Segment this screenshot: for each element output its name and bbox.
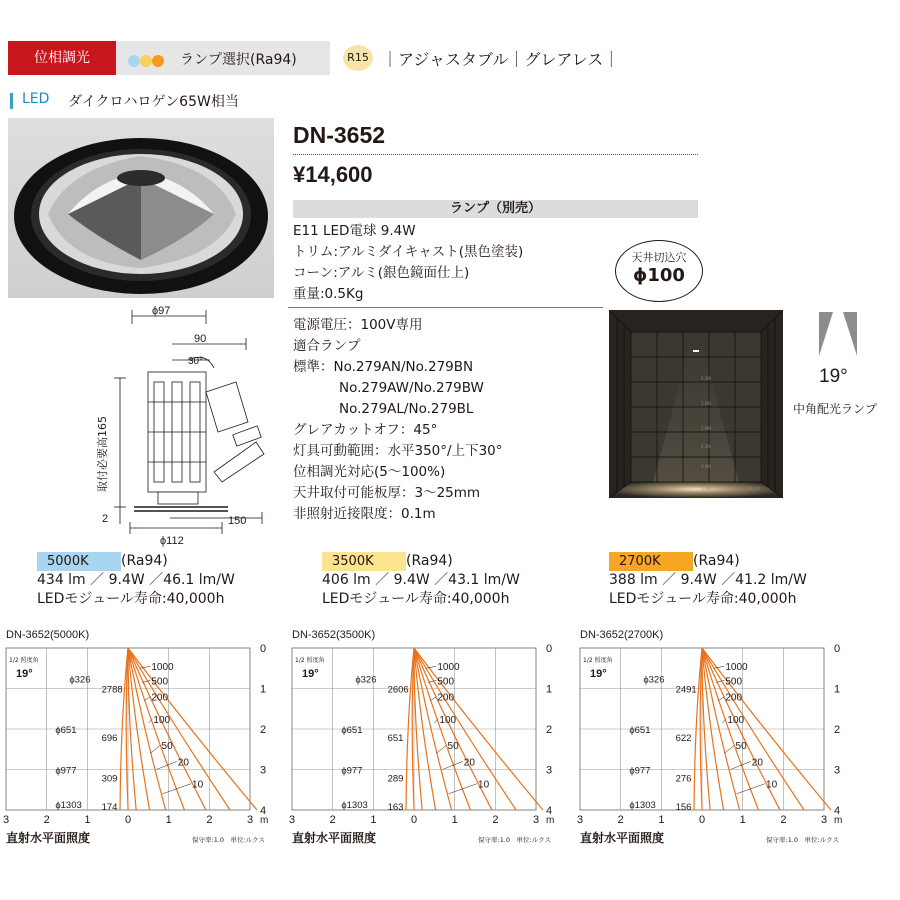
y-tick: 1 — [834, 683, 841, 696]
x-tick: 1 — [451, 814, 458, 826]
lux-level-label: 10 — [192, 779, 204, 791]
dim-height-label: 取付必要高165 — [96, 416, 109, 492]
spec-line: 位相調光対応(5〜100%) — [293, 464, 446, 480]
diameter-label: ϕ1303 — [55, 799, 82, 811]
lux-level-label: 100 — [439, 714, 457, 726]
diameter-label: ϕ651 — [55, 725, 77, 736]
room-scale-label: 2.5M — [701, 444, 711, 449]
footer-label: 直射水平面照度 — [6, 831, 91, 845]
diameter-label: ϕ326 — [643, 674, 665, 686]
x-tick: 0 — [699, 814, 706, 826]
dot-warm — [152, 55, 164, 67]
room-scale-label: 1.5M — [701, 376, 711, 381]
illuminance-chart — [574, 626, 874, 856]
illuminance-chart — [0, 626, 300, 856]
dim-angle: 30° — [188, 356, 204, 367]
diameter-label: ϕ977 — [55, 765, 77, 777]
spec-line: No.279AW/No.279BW — [339, 380, 484, 396]
diameter-label: ϕ326 — [355, 674, 377, 686]
x-unit: m — [260, 815, 269, 826]
room-render — [609, 310, 783, 498]
lux-level-label: 10 — [478, 779, 490, 791]
lux-level-label: 50 — [735, 741, 747, 753]
footer-note: 保守率:1.0 単位:ルクス — [192, 836, 266, 844]
spec-line: 標準：No.279AN/No.279BN — [293, 359, 474, 375]
center-illuminance: 276 — [675, 773, 692, 785]
dim-flange: 2 — [102, 513, 109, 525]
x-tick: 1 — [658, 814, 665, 826]
beam-angle-icon — [819, 312, 857, 356]
spec-line: 適合ランプ — [293, 338, 361, 354]
chart-title: DN-3652(5000K) — [6, 629, 90, 641]
led-marker — [10, 93, 13, 109]
r15-badge: R15 — [343, 45, 373, 71]
lux-level-label: 50 — [447, 741, 459, 753]
lux-level-label: 20 — [463, 757, 475, 769]
lux-level-label: 200 — [151, 692, 169, 704]
x-tick: 0 — [125, 814, 132, 826]
y-tick: 4 — [834, 805, 841, 817]
room-scale-label: Ω0.5M — [747, 486, 760, 491]
features-label: ｜アジャスタブル｜グレアレス｜ — [382, 50, 620, 69]
x-tick: 3 — [3, 814, 10, 826]
x-tick: 3 — [533, 814, 540, 826]
center-illuminance: 289 — [387, 773, 404, 785]
center-illuminance: 622 — [675, 733, 692, 745]
cct-badge: 3500K — [322, 552, 406, 571]
variant-5000k — [37, 550, 235, 609]
diameter-label: ϕ977 — [629, 765, 651, 777]
ra-label: (Ra94) — [693, 553, 740, 569]
perf-line: 388 lm ／ 9.4W ／41.2 lm/W — [609, 572, 807, 588]
dim-bottom-dia: ϕ112 — [160, 535, 184, 547]
lux-level-label: 200 — [437, 692, 455, 704]
lamp-spec-line: E11 LED電球 9.4W — [293, 223, 416, 239]
beam-angle: 19° — [819, 366, 848, 387]
y-tick: 4 — [546, 805, 553, 817]
lamp-specs — [293, 221, 523, 305]
center-illuminance: 156 — [675, 801, 692, 813]
y-tick: 4 — [260, 805, 267, 817]
x-tick: 0 — [411, 814, 418, 826]
lux-level-label: 1000 — [151, 662, 174, 674]
x-tick: 1 — [370, 814, 377, 826]
x-tick: 3 — [289, 814, 296, 826]
x-tick: 3 — [577, 814, 584, 826]
x-tick: 2 — [43, 814, 50, 826]
variant-2700k — [609, 550, 807, 609]
y-tick: 3 — [546, 764, 553, 777]
cct-badge: 2700K — [609, 552, 693, 571]
dim-top-dia: ϕ97 — [152, 305, 171, 317]
y-tick: 2 — [546, 724, 553, 736]
spec-line: 電源電圧：100V専用 — [293, 317, 423, 333]
footer-note: 保守率:1.0 単位:ルクス — [478, 836, 552, 844]
x-tick: 1 — [84, 814, 91, 826]
lux-level-label: 200 — [725, 692, 743, 704]
diameter-label: ϕ1303 — [341, 799, 368, 811]
color-dots — [128, 52, 164, 71]
lux-level-label: 1000 — [725, 662, 748, 674]
half-angle-label: 1/2 照度角 — [295, 657, 325, 664]
diameter-label: ϕ977 — [341, 765, 363, 777]
x-tick: 2 — [617, 814, 624, 826]
diameter-label: ϕ651 — [341, 725, 363, 736]
ra-label: (Ra94) — [121, 553, 168, 569]
x-tick: 2 — [206, 814, 213, 826]
footer-label: 直射水平面照度 — [292, 831, 377, 845]
diameter-label: ϕ651 — [629, 725, 651, 736]
specs-block — [293, 315, 503, 525]
center-illuminance: 2788 — [101, 684, 123, 696]
lux-level-label: 500 — [437, 676, 455, 688]
center-illuminance: 651 — [387, 733, 404, 745]
footer-note: 保守率:1.0 単位:ルクス — [766, 836, 840, 844]
room-scale-label: 1.0M — [701, 401, 711, 406]
chart-2700k — [574, 626, 874, 860]
product-photo — [8, 118, 274, 298]
y-tick: 1 — [260, 683, 267, 696]
lamp-spec-line: 重量:0.5Kg — [293, 286, 364, 302]
lux-level-label: 20 — [177, 757, 189, 769]
beam-name: 中角配光ランプ — [793, 402, 878, 416]
spec-line: No.279AL/No.279BL — [339, 401, 474, 417]
y-tick: 1 — [546, 683, 553, 696]
spec-line: 天井取付可能板厚：3〜25mm — [293, 485, 481, 501]
lux-level-label: 10 — [766, 779, 778, 791]
x-unit: m — [546, 815, 555, 826]
x-tick: 3 — [247, 814, 254, 826]
center-illuminance: 309 — [101, 773, 118, 785]
y-tick: 0 — [834, 643, 841, 655]
room-scale-label: 2.0M — [701, 426, 711, 431]
ceiling-hole-label: 天井切込穴 — [631, 251, 687, 264]
lux-level-label: 20 — [751, 757, 763, 769]
chart-title: DN-3652(2700K) — [580, 629, 664, 641]
illuminance-chart — [286, 626, 586, 856]
footer-label: 直射水平面照度 — [580, 831, 665, 845]
lamp-select-label: ランプ選択(Ra94) — [180, 52, 297, 68]
ceiling-hole-size: ϕ100 — [633, 265, 685, 286]
x-tick: 1 — [165, 814, 172, 826]
spec-line: 灯具可動範囲：水平350°/上下30° — [293, 443, 503, 459]
room-scale-label: 3.0M — [701, 464, 711, 469]
x-tick: 2 — [329, 814, 336, 826]
center-illuminance: 2606 — [387, 684, 409, 696]
lux-level-label: 1000 — [437, 662, 460, 674]
room-scale-label: 3.5M — [701, 486, 711, 491]
life-line: LEDモジュール寿命:40,000h — [322, 591, 510, 607]
variant-3500k — [322, 550, 520, 609]
dimming-tag: 位相調光 — [8, 41, 116, 75]
x-tick: 2 — [780, 814, 787, 826]
price: ¥14,600 — [293, 162, 373, 187]
cct-badge: 5000K — [37, 552, 121, 571]
x-tick: 1 — [739, 814, 746, 826]
y-tick: 3 — [834, 764, 841, 777]
chart-3500k — [286, 626, 586, 860]
y-tick: 2 — [834, 724, 841, 736]
half-angle: 19° — [590, 668, 607, 680]
life-line: LEDモジュール寿命:40,000h — [37, 591, 225, 607]
half-angle-label: 1/2 照度角 — [9, 657, 39, 664]
center-illuminance: 2491 — [675, 684, 697, 696]
center-illuminance: 174 — [101, 801, 118, 813]
diameter-label: ϕ326 — [69, 674, 91, 686]
center-illuminance: 163 — [387, 801, 404, 813]
ra-label: (Ra94) — [406, 553, 453, 569]
model-divider — [293, 154, 698, 155]
perf-line: 434 lm ／ 9.4W ／46.1 lm/W — [37, 572, 235, 588]
led-label: LED — [22, 91, 50, 107]
center-illuminance: 696 — [101, 733, 118, 745]
equivalent-label: ダイクロハロゲン65W相当 — [68, 94, 239, 110]
model-number: DN-3652 — [293, 122, 386, 148]
lamp-spec-line: コーン:アルミ(銀色鏡面仕上) — [293, 265, 470, 281]
half-angle: 19° — [16, 668, 33, 680]
half-angle-label: 1/2 照度角 — [583, 657, 613, 664]
life-line: LEDモジュール寿命:40,000h — [609, 591, 797, 607]
perf-line: 406 lm ／ 9.4W ／43.1 lm/W — [322, 572, 520, 588]
lamp-heading: ランプ（別売） — [293, 200, 698, 218]
lux-level-label: 100 — [727, 714, 745, 726]
chart-5000k — [0, 626, 300, 860]
x-tick: 3 — [821, 814, 828, 826]
dim-depth: 150 — [228, 515, 247, 527]
dot-cool — [128, 55, 140, 67]
room-illumination-image — [609, 310, 783, 498]
spec-divider — [288, 307, 603, 308]
ceiling-hole-badge — [615, 240, 703, 302]
x-tick: 2 — [492, 814, 499, 826]
y-tick: 0 — [546, 643, 553, 655]
diameter-label: ϕ1303 — [629, 799, 656, 811]
dimension-drawing — [78, 302, 283, 550]
lux-level-label: 500 — [151, 676, 169, 688]
half-angle: 19° — [302, 668, 319, 680]
y-tick: 3 — [260, 764, 267, 777]
chart-title: DN-3652(3500K) — [292, 629, 376, 641]
y-tick: 2 — [260, 724, 267, 736]
x-unit: m — [834, 815, 843, 826]
lamp-spec-line: トリム:アルミダイキャスト(黒色塗装) — [293, 244, 524, 260]
downlight-image — [8, 118, 274, 298]
spec-line: 非照射近接限度：0.1m — [293, 506, 436, 522]
spec-line: グレアカットオフ：45° — [293, 422, 438, 438]
lux-level-label: 50 — [161, 741, 173, 753]
lux-level-label: 100 — [153, 714, 171, 726]
y-tick: 0 — [260, 643, 267, 655]
dim-top-len: 90 — [194, 333, 207, 345]
lux-level-label: 500 — [725, 676, 743, 688]
dot-neutral — [140, 55, 152, 67]
